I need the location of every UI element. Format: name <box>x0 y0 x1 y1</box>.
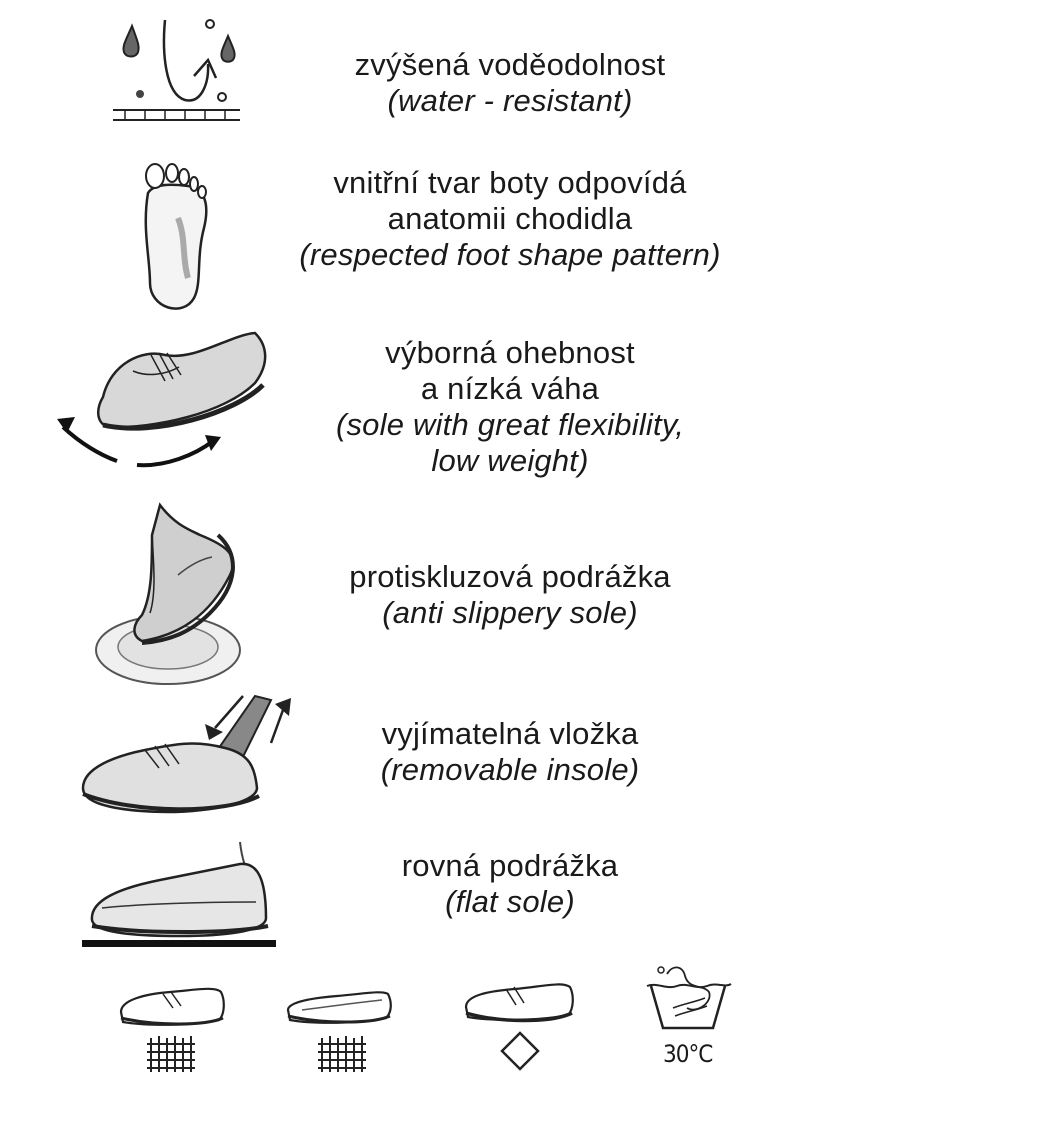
feature-water-label <box>300 47 720 119</box>
feature-water-cz: zvýšená voděodolnost <box>354 47 666 82</box>
removable-insole-icon <box>75 688 300 823</box>
shoe-textile-lining-icon <box>282 980 397 1075</box>
flexible-shoe-icon <box>55 325 275 475</box>
anti-slip-sole-icon <box>90 495 250 695</box>
feature-flex-en-2: low weight) <box>431 443 589 478</box>
shoe-other-material-sole-icon <box>460 975 580 1075</box>
wash-temperature-label: 30°C <box>663 1040 713 1068</box>
shoe-textile-upper-icon <box>115 980 230 1075</box>
feature-flat-en: (flat sole) <box>445 884 575 919</box>
feature-insole-label <box>310 716 710 788</box>
feature-flex-cz-1: výborná ohebnost <box>385 335 635 370</box>
feature-insole-en: (removable insole) <box>380 752 640 787</box>
feature-flex-cz-2: a nízká váha <box>420 371 600 406</box>
feature-foot-cz-1: vnitřní tvar boty odpovídá <box>333 165 687 200</box>
water-drops-icon <box>110 12 245 127</box>
feature-grip-label <box>300 559 720 631</box>
feature-flat-label <box>320 848 700 920</box>
feature-foot-label <box>255 165 765 273</box>
feature-flex-label <box>285 335 735 479</box>
feature-foot-en: (respected foot shape pattern) <box>299 237 721 272</box>
feature-grip-en: (anti slippery sole) <box>382 595 638 630</box>
foot-shape-icon <box>138 158 218 318</box>
feature-flex-en-1: (sole with great flexibility, <box>335 407 685 442</box>
wash-30-icon <box>645 962 735 1034</box>
feature-foot-cz-2: anatomii chodidla <box>387 201 633 236</box>
feature-flat-cz: rovná podrážka <box>401 848 619 883</box>
flat-sole-icon <box>80 840 280 950</box>
feature-water-en: (water - resistant) <box>387 83 633 118</box>
feature-grip-cz: protiskluzová podrážka <box>349 559 671 594</box>
feature-insole-cz: vyjímatelná vložka <box>381 716 639 751</box>
